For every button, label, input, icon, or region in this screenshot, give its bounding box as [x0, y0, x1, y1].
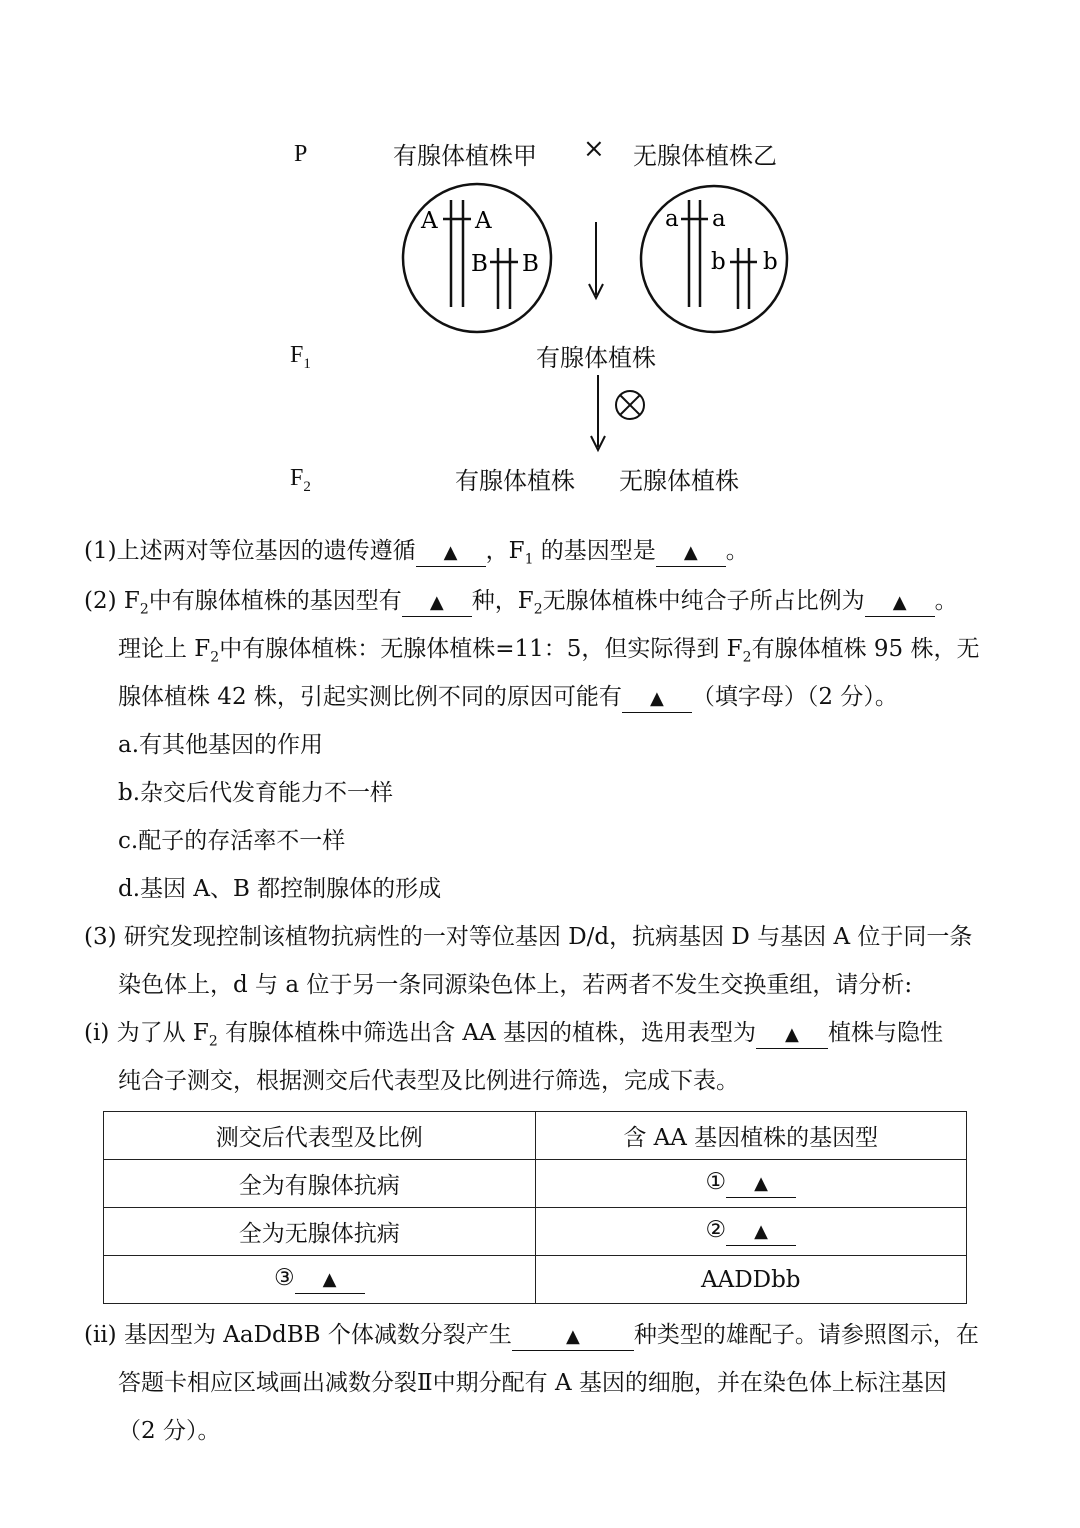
answer-blank[interactable]: ▲: [865, 588, 935, 617]
table-cell: AADDbb: [535, 1256, 967, 1304]
down-arrow-icon: [589, 222, 603, 298]
gene-label: B: [522, 251, 539, 277]
generation-f2-label: $F_2$: [290, 465, 311, 495]
option-d: d.基因 A、B 都控制腺体的形成: [118, 876, 442, 902]
gene-label: a: [712, 206, 726, 232]
question-3-i-line-2: 纯合子测交，根据测交后代表型及比例进行筛选，完成下表。: [118, 1068, 739, 1094]
gene-label: A: [421, 208, 438, 234]
answer-blank[interactable]: ▲: [512, 1322, 634, 1351]
question-2-line-3: 腺体植株 42 株，引起实测比例不同的原因可能有 ▲ （填字母）（2 分）。: [118, 682, 898, 713]
cross-symbol: ×: [583, 134, 605, 164]
gene-label: B: [471, 251, 488, 277]
table-cell: ① ▲: [535, 1160, 967, 1208]
table-header: 含 AA 基因植株的基因型: [535, 1112, 967, 1160]
answer-blank[interactable]: ▲: [295, 1265, 365, 1294]
question-3-ii-line-1: (ii) 基因型为 AaDdBB 个体减数分裂产生 ▲ 种类型的雄配子。请参照图示，在: [84, 1320, 979, 1351]
gene-label: a: [665, 206, 679, 232]
question-3-line-1: (3) 研究发现控制该植物抗病性的一对等位基因 D/d，抗病基因 D 与基因 A 位于同一条: [84, 924, 973, 950]
question-1: (1)上述两对等位基因的遗传遵循 ▲ ，$F_1$ 的基因型是 ▲ 。: [84, 538, 749, 568]
question-3-line-2: 染色体上，d 与 a 位于另一条同源染色体上，若两者不发生交换重组，请分析:: [118, 972, 913, 998]
f2-phenotype-2: 无腺体植株: [619, 467, 739, 495]
option-b: b.杂交后代发育能力不一样: [118, 780, 394, 806]
question-2-line-2: 理论上 $F_2$中有腺体植株：无腺体植株=11：5，但实际得到 $F_2$有腺体植株 95 株，无: [118, 636, 980, 666]
table-row: [104, 1160, 967, 1208]
cell-b: [641, 186, 787, 332]
question-3-ii-line-2: 答题卡相应区域画出减数分裂Ⅱ中期分配有 A 基因的细胞，并在染色体上标注基因: [118, 1370, 947, 1396]
gene-label: b: [763, 249, 778, 275]
question-3-i-line-1: (i) 为了从 $F_2$ 有腺体植株中筛选出含 AA 基因的植株，选用表型为 ▲ 植株与隐性: [84, 1020, 943, 1050]
table-header: 测交后代表型及比例: [104, 1112, 536, 1160]
f2-phenotype-1: 有腺体植株: [455, 467, 575, 495]
question-3-ii-line-3: （2 分）。: [118, 1418, 221, 1444]
answer-blank[interactable]: ▲: [656, 538, 726, 567]
table-header-row: [104, 1112, 967, 1160]
parent-b-label: 无腺体植株乙: [633, 142, 777, 170]
table-row: [104, 1208, 967, 1256]
gene-label: A: [475, 208, 492, 234]
option-a: a.有其他基因的作用: [118, 732, 324, 758]
parent-a-label: 有腺体植株甲: [393, 142, 537, 170]
selfing-cross-circle-icon: [616, 391, 644, 419]
testcross-table: [103, 1111, 967, 1304]
answer-blank[interactable]: ▲: [622, 684, 692, 713]
answer-blank[interactable]: ▲: [726, 1217, 796, 1246]
f1-phenotype: 有腺体植株: [536, 344, 656, 372]
table-cell: ② ▲: [535, 1208, 967, 1256]
generation-f1-label: $F_1$: [290, 342, 311, 372]
down-arrow-icon: [591, 375, 605, 450]
gene-label: b: [711, 249, 726, 275]
table-cell: 全为有腺体抗病: [104, 1160, 536, 1208]
answer-blank[interactable]: ▲: [416, 538, 486, 567]
table-cell: ③ ▲: [104, 1256, 536, 1304]
option-c: c.配子的存活率不一样: [118, 828, 346, 854]
table-cell: 全为无腺体抗病: [104, 1208, 536, 1256]
generation-p-label: P: [294, 141, 308, 167]
diagram-graphics: [0, 0, 1080, 520]
table-row: [104, 1256, 967, 1304]
question-2-line-1: (2) $F_2$中有腺体植株的基因型有 ▲ 种，$F_2$无腺体植株中纯合子所占比例为 ▲ 。: [84, 588, 958, 618]
cell-a: [403, 184, 551, 332]
answer-blank[interactable]: ▲: [726, 1169, 796, 1198]
answer-blank[interactable]: ▲: [756, 1020, 828, 1049]
answer-blank[interactable]: ▲: [402, 588, 472, 617]
